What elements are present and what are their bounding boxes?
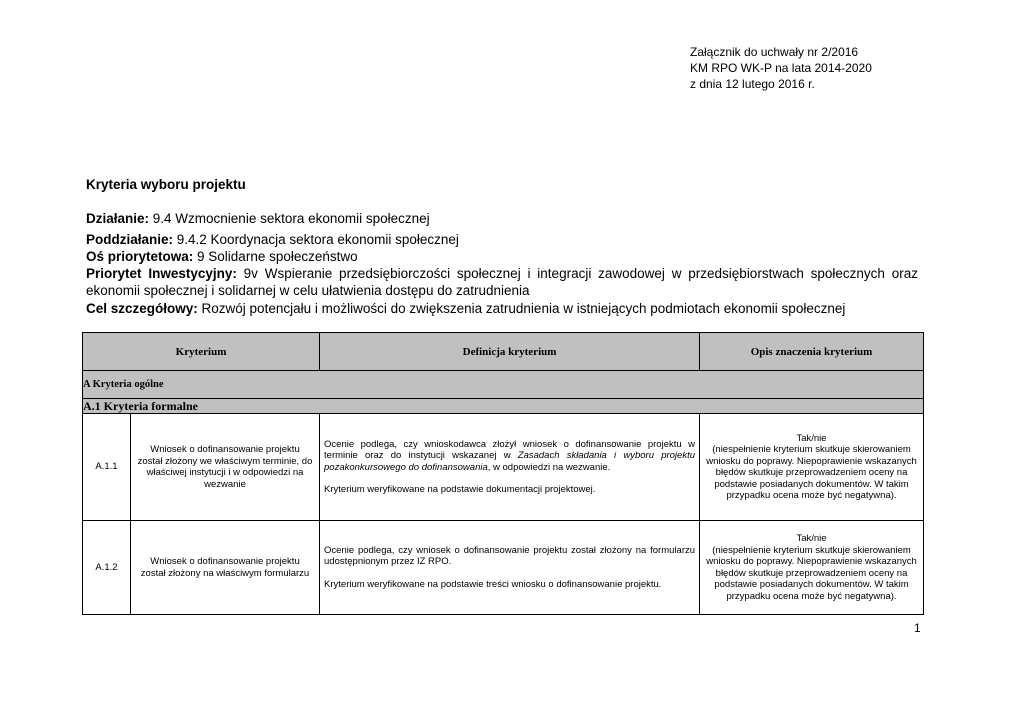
os-priorytetowa-line (86, 248, 918, 265)
dzialanie-label: Działanie: (86, 211, 150, 226)
attachment-line-1: Załącznik do uchwały nr 2/2016 (690, 45, 859, 59)
page-number: 1 (914, 621, 921, 635)
priorytet-value: 9v Wspieranie przedsiębiorczości społecznej i integracji zawodowej w przedsiębiorstwach społecznych oraz ekonomii społecznej i solidarnej w celu ułatwienia dostępu do zatrudnienia (86, 266, 918, 298)
cel-line (86, 300, 918, 317)
criterion-name: Wniosek o dofinansowanie projektu został złożony we właściwym terminie, do właściwej instytucji i w odpowiedzi na wezwanie (131, 414, 320, 521)
dzialanie-value: 9.4 Wzmocnienie sektora ekonomii społecznej (149, 211, 430, 226)
section-a1-label: A.1 Kryteria formalne (83, 399, 924, 414)
criterion-name: Wniosek o dofinansowanie projektu został złożony na właściwym formularzu (131, 521, 320, 615)
criterion-definition (320, 414, 700, 521)
definition-text: Ocenie podlega, czy wniosek o dofinansowanie projektu został złożony na formularzu udostępnionym przez IZ RPO. (324, 544, 696, 568)
description-text: (niespełnienie kryterium skutkuje skierowaniem wniosku do poprawy. Niepoprawienie wskazanych błędów skutkuje przeprowadzeniem oceny na podstawie posiadanych dokumentów. W takim przypadku ocena może być negatywna). (706, 544, 917, 602)
table-row (83, 521, 924, 615)
attachment-line-3: z dnia 12 lutego 2016 r. (690, 77, 815, 91)
os-priorytetowa-label: Oś priorytetowa: (86, 249, 194, 264)
poddzialanie-label: Poddziałanie: (86, 232, 174, 247)
header-opis: Opis znaczenia kryterium (700, 333, 924, 371)
dzialanie-line (86, 210, 918, 227)
attachment-header (690, 44, 872, 92)
section-a-row (83, 371, 924, 399)
poddzialanie-value: 9.4.2 Koordynacja sektora ekonomii społecznej (173, 232, 459, 247)
table-row (83, 414, 924, 521)
description-yes-no: Tak/nie (796, 533, 827, 544)
priorytet-line (86, 265, 918, 299)
section-a-label: A Kryteria ogólne (83, 371, 924, 399)
criterion-code: A.1.1 (83, 414, 131, 521)
attachment-line-2: KM RPO WK-P na lata 2014-2020 (690, 61, 872, 75)
criterion-code: A.1.2 (83, 521, 131, 615)
description-text: (niespełnienie kryterium skutkuje skierowaniem wniosku do poprawy. Niepoprawienie wskazanych błędów skutkuje przeprowadzeniem oceny na podstawie posiadanych dokumentów. W takim przypadku ocena może być negatywna). (706, 444, 917, 501)
definition-verification: Kryterium weryfikowane na podstawie treści wniosku o dofinansowanie projektu. (324, 578, 662, 590)
os-priorytetowa-value: 9 Solidarne społeczeństwo (193, 249, 358, 264)
definition-text-end: , w odpowiedzi na wezwanie. (487, 461, 611, 473)
definition-verification: Kryterium weryfikowane na podstawie dokumentacji projektowej. (324, 484, 596, 495)
cel-label: Cel szczegółowy: (86, 301, 198, 316)
header-kryterium: Kryterium (83, 333, 320, 371)
header-definicja: Definicja kryterium (320, 333, 700, 371)
priorytet-label: Priorytet Inwestycyjny: (86, 266, 237, 281)
criterion-description (700, 521, 924, 615)
cel-value: Rozwój potencjału i możliwości do zwiększenia zatrudnienia w istniejących podmiotach ekonomii społecznej (197, 301, 846, 316)
table-header-row (83, 333, 924, 371)
section-a1-row (83, 399, 924, 414)
description-yes-no: Tak/nie (796, 432, 827, 444)
poddzialanie-line (86, 231, 918, 248)
criterion-description (700, 414, 924, 521)
definition-italic-text: Zasadach składania i wyboru projektu pozakonkursowego do dofinansowania (324, 450, 696, 473)
criteria-table (82, 332, 924, 615)
criterion-definition (320, 521, 700, 615)
page-title: Kryteria wyboru projektu (86, 177, 246, 192)
definition-text: Ocenie podlega, czy wnioskodawca złożył wniosek o dofinansowanie projektu w terminie oraz do instytucji wskazanej w (324, 438, 696, 461)
